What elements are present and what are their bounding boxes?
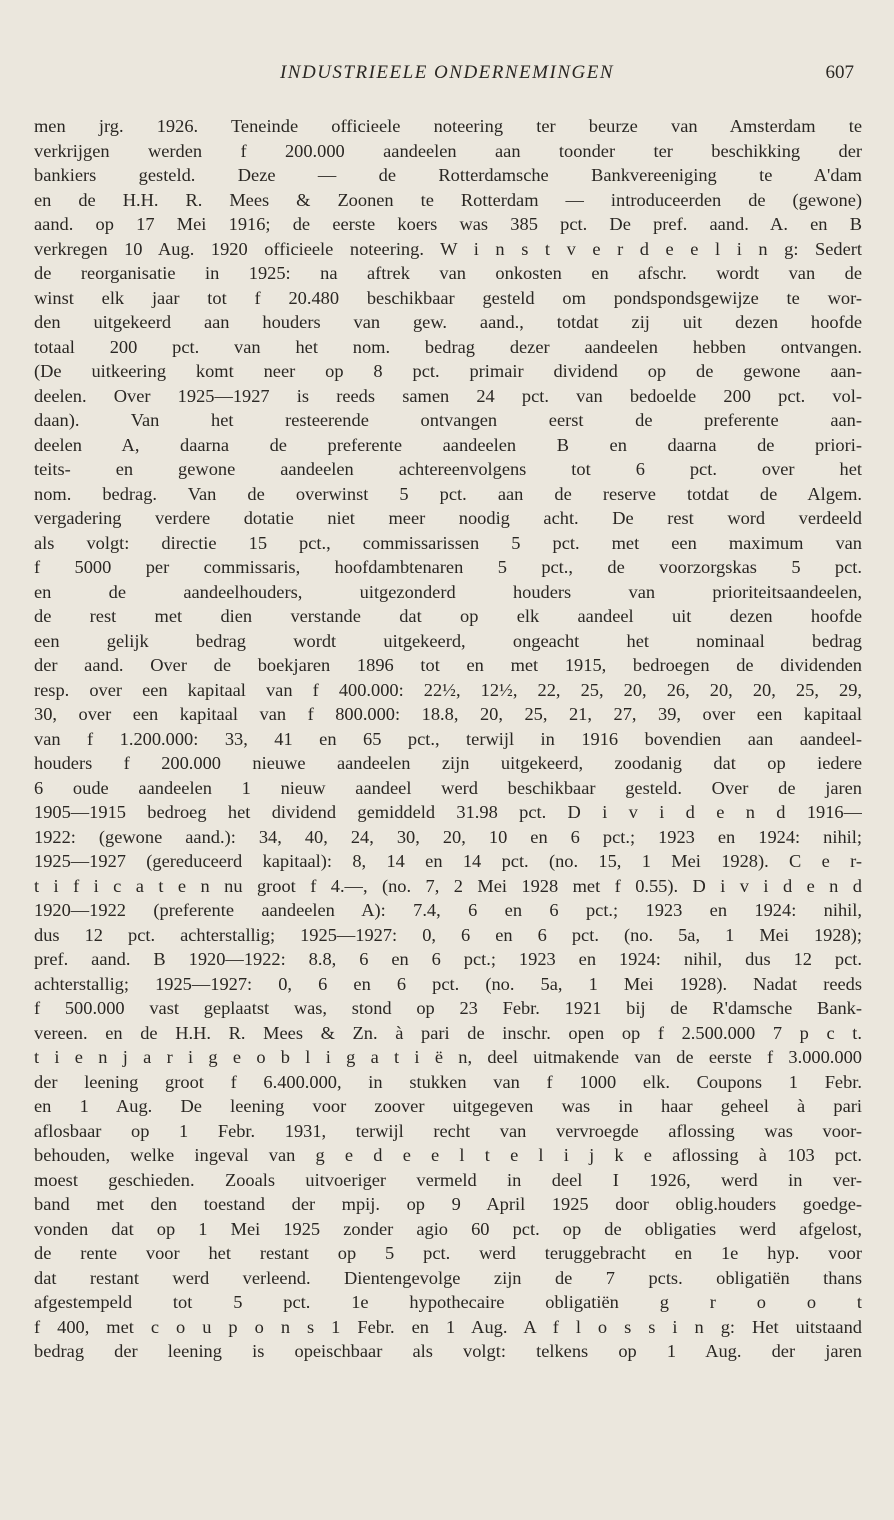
text-line: 1905—1915 bedroeg het dividend gemiddeld 31.98 pct. D i v i d e n d 1916— <box>34 802 862 822</box>
text-line: dus 12 pct. achterstallig; 1925—1927: 0, 6 en 6 pct. (no. 5a, 1 Mei 1928); <box>34 924 862 945</box>
text-line: de rest met dien verstande dat op elk aandeel uit dezen hoofde <box>34 606 862 626</box>
text-line: der leening groot f 6.400.000, in stukken van f 1000 elk. Coupons 1 Febr. <box>34 1071 862 1092</box>
text-line: de reorganisatie in 1925: na aftrek van onkosten en afschr. wordt van de <box>34 263 862 283</box>
text-line: vergadering verdere dotatie niet meer noodig acht. De rest word verdeeld <box>34 508 862 528</box>
text-line: 6 oude aandeelen 1 nieuw aandeel werd beschikbaar gesteld. Over de jaren <box>34 777 862 798</box>
text-line: daan). Van het resteerende ontvangen eerst de preferente aan- <box>34 410 862 430</box>
text-line: moest geschieden. Zooals uitvoeriger vermeld in deel I 1926, werd in ver- <box>34 1169 862 1190</box>
running-title: INDUSTRIEELE ONDERNEMINGEN <box>279 62 614 83</box>
text-line: vereen. en de H.H. R. Mees & Zn. à pari de inschr. open op f 2.500.000 7 p c t. <box>34 1022 862 1043</box>
text-line: achterstallig; 1925—1927: 0, 6 en 6 pct. (no. 5a, 1 Mei 1928). Nadat reeds <box>34 973 862 994</box>
text-line: t i f i c a t e n nu groot f 4.—, (no. 7, 2 Mei 1928 met f 0.55). D i v i d e n d <box>34 875 862 896</box>
text-line: 1920—1922 (preferente aandeelen A): 7.4, 6 en 6 pct.; 1923 en 1924: nihil, <box>34 900 862 920</box>
text-line: en de aandeelhouders, uitgezonderd houders van prioriteitsaandeelen, <box>34 581 862 602</box>
text-line: t i e n j a r i g e o b l i g a t i ë n, deel uitmakende van de eerste f 3.000.000 <box>34 1047 862 1067</box>
text-line: dat restant werd verleend. Dientengevolge zijn de 7 pcts. obligatiën thans <box>34 1267 862 1288</box>
text-line: aflosbaar op 1 Febr. 1931, terwijl recht van vervroegde aflossing was voor- <box>34 1120 862 1141</box>
text-line: behouden, welke ingeval van g e d e e l t e l i j k e aflossing à 103 pct. <box>34 1145 862 1165</box>
text-line: vonden dat op 1 Mei 1925 zonder agio 60 pct. op de obligaties werd afgelost, <box>34 1218 862 1239</box>
text-line: deelen A, daarna de preferente aandeelen B en daarna de priori- <box>34 434 862 455</box>
text-line: band met den toestand der mpij. op 9 April 1925 door oblig.houders goedge- <box>34 1194 862 1214</box>
text-line: aand. op 17 Mei 1916; de eerste koers was 385 pct. De pref. aand. A. en B <box>34 214 862 234</box>
text-line: f 5000 per commissaris, hoofdambtenaren 5 pct., de voorzorgskas 5 pct. <box>34 557 862 577</box>
text-line: verkregen 10 Aug. 1920 officieele noteering. W i n s t v e r d e e l i n g: Sedert <box>34 238 862 259</box>
body-text <box>34 114 862 1364</box>
text-line: en 1 Aug. De leening voor zoover uitgegeven was in haar geheel à pari <box>34 1096 862 1116</box>
text-line: f 400, met c o u p o n s 1 Febr. en 1 Aug. A f l o s s i n g: Het uitstaand <box>34 1316 862 1337</box>
text-line: 30, over een kapitaal van f 800.000: 18.8, 20, 25, 21, 27, 39, over een kapitaal <box>34 704 862 724</box>
text-line: bankiers gesteld. Deze — de Rotterdamsche Bankvereeniging te A'dam <box>34 165 862 185</box>
text-line: men jrg. 1926. Teneinde officieele noteering ter beurze van Amsterdam te <box>34 116 862 136</box>
page-header <box>34 62 860 86</box>
text-line: van f 1.200.000: 33, 41 en 65 pct., terwijl in 1916 bovendien aan aandeel- <box>34 728 862 749</box>
text-line: pref. aand. B 1920—1922: 8.8, 6 en 6 pct.; 1923 en 1924: nihil, dus 12 pct. <box>34 949 862 969</box>
text-line: den uitgekeerd aan houders van gew. aand., totdat zij uit dezen hoofde <box>34 312 862 332</box>
text-line: 1925—1927 (gereduceerd kapitaal): 8, 14 en 14 pct. (no. 15, 1 Mei 1928). C e r- <box>34 851 862 871</box>
text-line: der aand. Over de boekjaren 1896 tot en met 1915, bedroegen de dividenden <box>34 655 862 675</box>
text-line: houders f 200.000 nieuwe aandeelen zijn uitgekeerd, zoodanig dat op iedere <box>34 753 862 773</box>
text-line: f 500.000 vast geplaatst was, stond op 23 Febr. 1921 bij de R'damsche Bank- <box>34 998 862 1018</box>
text-line: deelen. Over 1925—1927 is reeds samen 24 pct. van bedoelde 200 pct. vol- <box>34 385 862 406</box>
text-line: totaal 200 pct. van het nom. bedrag dezer aandeelen hebben ontvangen. <box>34 336 862 357</box>
text-line: (De uitkeering komt neer op 8 pct. primair dividend op de gewone aan- <box>34 361 862 381</box>
page-number: 607 <box>825 62 854 83</box>
text-line: teits- en gewone aandeelen achtereenvolgens tot 6 pct. over het <box>34 459 862 479</box>
text-line: een gelijk bedrag wordt uitgekeerd, ongeacht het nominaal bedrag <box>34 630 862 651</box>
text-line: 1922: (gewone aand.): 34, 40, 24, 30, 20, 10 en 6 pct.; 1923 en 1924: nihil; <box>34 826 862 847</box>
text-line: nom. bedrag. Van de overwinst 5 pct. aan de reserve totdat de Algem. <box>34 483 862 504</box>
text-line: als volgt: directie 15 pct., commissarissen 5 pct. met een maximum van <box>34 532 862 553</box>
text-line: afgestempeld tot 5 pct. 1e hypothecaire obligatiën g r o o t <box>34 1292 862 1312</box>
text-line: verkrijgen werden f 200.000 aandeelen aan toonder ter beschikking der <box>34 140 862 161</box>
text-line: resp. over een kapitaal van f 400.000: 22½, 12½, 22, 25, 20, 26, 20, 20, 25, 29, <box>34 679 862 700</box>
text-line: winst elk jaar tot f 20.480 beschikbaar gesteld om pondspondsgewijze te wor- <box>34 287 862 308</box>
text-line: de rente voor het restant op 5 pct. werd teruggebracht en 1e hyp. voor <box>34 1243 862 1263</box>
text-line: en de H.H. R. Mees & Zoonen te Rotterdam — introduceerden de (gewone) <box>34 189 862 210</box>
text-line: bedrag der leening is opeischbaar als volgt: telkens op 1 Aug. der jaren <box>34 1341 862 1361</box>
